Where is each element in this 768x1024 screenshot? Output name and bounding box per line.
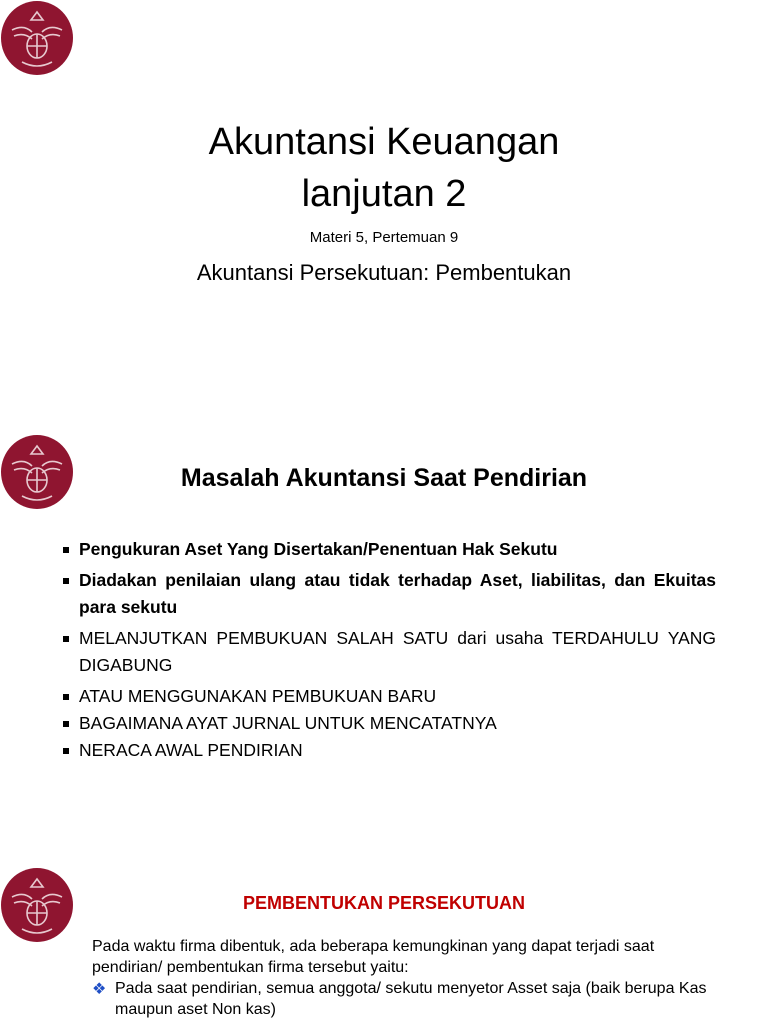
- garuda-emblem-icon: [0, 0, 74, 76]
- intro-paragraph: Pada waktu firma dibentuk, ada beberapa kemungkinan yang dapat terjadi saat pendirian/ pembentukan firma tersebut yaitu:: [92, 938, 655, 976]
- session-label: Materi 5, Pertemuan 9: [309, 229, 459, 246]
- title-line-1: Akuntansi Keuangan: [208, 121, 560, 163]
- list-item-text: Diadakan penilaian ulang atau tidak terhadap Aset, liabilitas, dan Ekuitas para sekutu: [79, 570, 716, 617]
- slide-heading: PEMBENTUKAN PERSEKUTUAN: [242, 893, 525, 913]
- presentation-subtitle: Akuntansi Persekutuan: Pembentukan: [196, 260, 572, 285]
- list-item-text: Pengukuran Aset Yang Disertakan/Penentuan Hak Sekutu: [79, 539, 558, 559]
- slide-heading: Masalah Akuntansi Saat Pendirian: [180, 464, 588, 492]
- slide-masalah: [0, 410, 768, 840]
- list-item: [62, 737, 716, 764]
- square-bullet-icon: [63, 636, 69, 642]
- list-item: [62, 683, 716, 710]
- square-bullet-icon: [63, 721, 69, 727]
- square-bullet-icon: [63, 547, 69, 553]
- body-text: [92, 936, 724, 1020]
- square-bullet-icon: [63, 694, 69, 700]
- list-item: [62, 567, 716, 621]
- list-item: [62, 625, 716, 679]
- slide-pembentukan: [0, 840, 768, 1024]
- list-item-text: MELANJUTKAN PEMBUKUAN SALAH SATU dari usaha TERDAHULU YANG DIGABUNG: [79, 628, 716, 675]
- square-bullet-icon: [63, 578, 69, 584]
- list-item-text: ATAU MENGGUNAKAN PEMBUKUAN BARU: [79, 686, 437, 706]
- presentation-title: [0, 116, 768, 220]
- list-item: [62, 536, 716, 563]
- slide-title: [0, 0, 768, 410]
- list-item: [92, 978, 724, 1020]
- title-line-2: lanjutan 2: [301, 173, 467, 215]
- square-bullet-icon: [63, 748, 69, 754]
- list-item-text: NERACA AWAL PENDIRIAN: [79, 740, 303, 760]
- list-item-text: BAGAIMANA AYAT JURNAL UNTUK MENCATATNYA: [79, 713, 497, 733]
- diamond-bullet-icon: ❖: [92, 981, 107, 998]
- list-item: [62, 710, 716, 737]
- bullet-list: [62, 536, 716, 764]
- list-item-text: Pada saat pendirian, semua anggota/ sekutu menyetor Asset saja (baik berupa Kas maupun aset Non kas): [115, 980, 707, 1018]
